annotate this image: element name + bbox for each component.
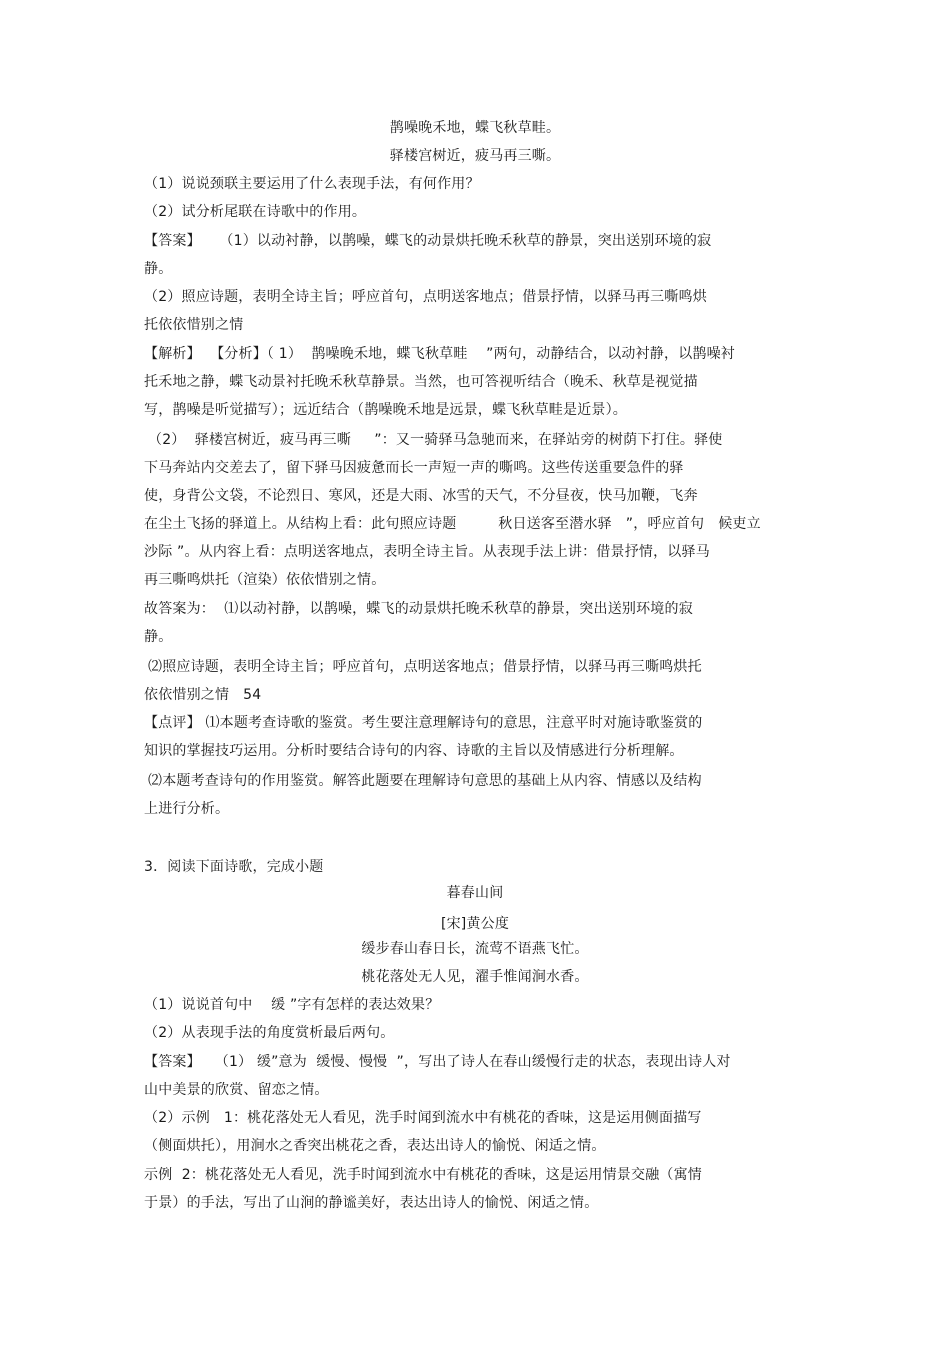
poem-line: 驿楼宫树近，疲马再三嘶。: [389, 148, 561, 164]
analysis-line: 静。: [144, 629, 173, 645]
poem-title: 暮春山间: [446, 885, 504, 901]
analysis-line: 【解析】 【分析】（ 1） 鹊噪晚禾地，蝶飞秋草畦 ”两句，动静结合，以动衬静，以鹊噪衬: [144, 346, 736, 362]
poem-line: 缓步春山春日长，流莺不语燕飞忙。: [361, 941, 589, 957]
answer-line: 【答案】 （1） 缓”意为 缓慢、慢慢 ”，写出了诗人在春山缓慢行走的状态，表现出诗人对: [144, 1054, 731, 1070]
poem-author: [宋]黄公度: [440, 916, 510, 932]
analysis-line: 使，身背公文袋，不论烈日、寒风，还是大雨、冰雪的天气，不分昼夜，快马加鞭，飞奔: [144, 488, 698, 504]
analysis-line: 依依惜别之情 54: [144, 687, 262, 703]
answer-line: 托依依惜别之情: [144, 317, 244, 333]
question-line: （2）从表现手法的角度赏析最后两句。: [144, 1025, 395, 1041]
analysis-line: 托禾地之静，蝶飞动景衬托晚禾秋草静景。当然，也可答视听结合（晚禾、秋草是视觉描: [144, 374, 698, 390]
poem-line: 鹊噪晚禾地，蝶飞秋草畦。: [389, 120, 561, 136]
answer-line: 静。: [144, 261, 173, 277]
answer-line: 山中美景的欣赏、留恋之情。: [144, 1082, 329, 1098]
analysis-line: 再三嘶鸣烘托（渲染）依依惜别之情。: [144, 572, 386, 588]
comment-line: 【点评】 ⑴本题考查诗歌的鉴赏。考生要注意理解诗句的意思，注意平时对施诗歌鉴赏的: [144, 715, 703, 731]
answer-line: （2）示例 1：桃花落处无人看见，洗手时闻到流水中有桃花的香味，这是运用侧面描写: [144, 1110, 702, 1126]
answer-line: （侧面烘托），用涧水之香突出桃花之香，表达出诗人的愉悦、闲适之情。: [144, 1138, 606, 1154]
question-line: （1）说说首句中 缓 ”字有怎样的表达效果？: [144, 997, 440, 1013]
analysis-line: 故答案为： ⑴以动衬静，以鹊噪，蝶飞的动景烘托晚禾秋草的静景，突出送别环境的寂: [144, 601, 693, 617]
analysis-line: ⑵照应诗题，表明全诗主旨；呼应首句，点明送客地点；借景抒情，以驿马再三嘶鸣烘托: [148, 659, 702, 675]
question-line: （2）试分析尾联在诗歌中的作用。: [144, 204, 367, 220]
answer-line: （2）照应诗题，表明全诗主旨；呼应首句，点明送客地点；借景抒情，以驿马再三嘶鸣烘: [144, 289, 707, 305]
comment-line: ⑵本题考查诗句的作用鉴赏。解答此题要在理解诗句意思的基础上从内容、情感以及结构: [148, 773, 702, 789]
answer-line: 【答案】 （1）以动衬静，以鹊噪，蝶飞的动景烘托晚禾秋草的静景，突出送别环境的寂: [144, 233, 712, 249]
analysis-line: （2） 驿楼宫树近，疲马再三嘶 ”：又一骑驿马急驰而来，在驿站旁的树荫下打住。驿使: [148, 432, 723, 448]
comment-line: 知识的掌握技巧运用。分析时要结合诗句的内容、诗歌的主旨以及情感进行分析理解。: [144, 743, 684, 759]
analysis-line: 写，鹊噪是听觉描写）；远近结合（鹊噪晚禾地是远景，蝶飞秋草畦是近景）。: [144, 402, 627, 418]
poem-line: 桃花落处无人见，濯手惟闻涧水香。: [361, 969, 589, 985]
answer-line: 于景）的手法，写出了山涧的静谧美好，表达出诗人的愉悦、闲适之情。: [144, 1195, 599, 1211]
analysis-line: 沙际 ”。从内容上看：点明送客地点，表明全诗主旨。从表现手法上讲：借景抒情，以驿马: [144, 544, 710, 560]
question-line: （1）说说颈联主要运用了什么表现手法，有何作用？: [144, 176, 480, 192]
analysis-line: 下马奔站内交差去了，留下驿马因疲惫而长一声短一声的嘶鸣。这些传送重要急件的驿: [144, 460, 684, 476]
analysis-line: 在尘土飞扬的驿道上。从结构上看：此句照应诗题 秋日送客至潜水驿 ”，呼应首句 候吏立: [144, 516, 761, 532]
answer-line: 示例 2：桃花落处无人看见，洗手时闻到流水中有桃花的香味，这是运用情景交融（寓情: [144, 1167, 703, 1183]
question-heading: 3．阅读下面诗歌，完成小题: [144, 859, 324, 875]
comment-line: 上进行分析。: [144, 801, 230, 817]
